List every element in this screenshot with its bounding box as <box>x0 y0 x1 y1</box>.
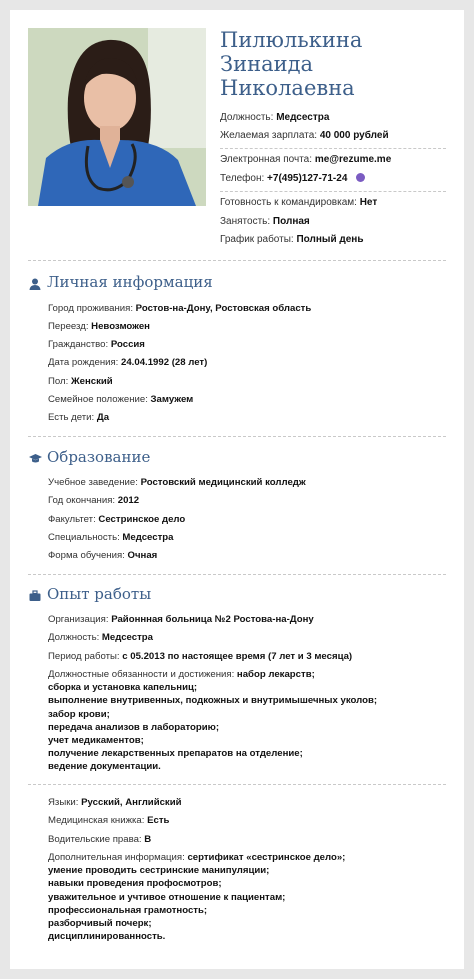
languages-field: Языки: Русский, Английский <box>48 797 182 808</box>
section-title-education: Образование <box>47 448 151 466</box>
phone-link[interactable]: +7(495)127-71-24 <box>267 173 348 184</box>
duty-item: ведение документации. <box>48 761 161 773</box>
middle-name: Николаевна <box>220 76 355 100</box>
medbook-field: Медицинская книжка: Есть <box>48 815 170 826</box>
email-row: Электронная почта: me@rezume.me <box>220 154 392 165</box>
info-item: разборчивый почерк; <box>48 918 152 930</box>
position-row: Должность: Медсестра <box>220 112 330 123</box>
viber-icon[interactable] <box>356 173 365 182</box>
person-icon <box>29 278 41 290</box>
city-field: Город проживания: Ростов-на-Дону, Ростовская область <box>48 303 312 314</box>
full-name <box>220 28 460 100</box>
duty-item: выполнение внутривенных, подкожных и внутримышечных уколов; <box>48 695 378 707</box>
trips-row: Готовность к командировкам: Нет <box>220 197 378 208</box>
citizenship-field: Гражданство: Россия <box>48 339 145 350</box>
duty-item: учет медикаментов; <box>48 735 144 747</box>
divider <box>220 191 446 192</box>
info-item: дисциплинированность. <box>48 931 166 943</box>
first-name: Зинаида <box>220 52 314 76</box>
relocation-field: Переезд: Невозможен <box>48 321 150 332</box>
license-field: Водительские права: B <box>48 834 152 845</box>
section-divider <box>28 784 446 785</box>
duty-item: забор крови; <box>48 708 110 720</box>
duties-field: Должностные обязанности и достижения: набор лекарств; сборка и установка капельниц; выполнение внутривенных, подкожных и внутримышечных уколов; забор крови; передача анализов в лабораторию; учет медикаментов; получение лекарственных препаратов на отделение; ведение документации. <box>48 669 378 773</box>
marital-field: Семейное положение: Замужем <box>48 394 194 405</box>
salary-row: Желаемая зарплата: 40 000 рублей <box>220 130 389 141</box>
section-title-experience: Опыт работы <box>47 585 152 603</box>
graduation-cap-icon <box>29 453 42 465</box>
duty-item: сборка и установка капельниц; <box>48 682 198 694</box>
year-field: Год окончания: 2012 <box>48 495 140 506</box>
divider <box>220 148 446 149</box>
form-field: Форма обучения: Очная <box>48 550 158 561</box>
phone-row: Телефон: +7(495)127-71-24 <box>220 172 365 186</box>
school-field: Учебное заведение: Ростовский медицинский колледж <box>48 477 306 488</box>
employment-row: Занятость: Полная <box>220 216 310 227</box>
children-field: Есть дети: Да <box>48 412 110 423</box>
info-item: уважительное и учтивое отношение к пациентам; <box>48 891 286 903</box>
nurse-portrait <box>28 28 206 206</box>
schedule-row: График работы: Полный день <box>220 234 364 245</box>
info-item: умение проводить сестринские манипуляции; <box>48 865 270 877</box>
salary-value: 40 000 рублей <box>319 130 389 141</box>
specialty-field: Специальность: Медсестра <box>48 532 174 543</box>
info-item: профессиональная грамотность; <box>48 904 208 916</box>
job-position-field: Должность: Медсестра <box>48 632 153 643</box>
email-link[interactable]: me@rezume.me <box>314 154 392 165</box>
briefcase-icon <box>29 590 41 602</box>
duty-item: получение лекарственных препаратов на отделение; <box>48 748 303 760</box>
info-item: навыки проведения профосмотров; <box>48 878 222 890</box>
section-title-personal: Личная информация <box>47 273 213 291</box>
gender-field: Пол: Женский <box>48 376 113 387</box>
section-divider <box>28 574 446 575</box>
resume-card <box>10 10 464 969</box>
period-field: Период работы: с 05.2013 по настоящее время (7 лет и 3 месяца) <box>48 651 353 662</box>
additional-info-field: Дополнительная информация: сертификат «сестринское дело»; умение проводить сестринские манипуляции; навыки проведения профосмотров; уважительное и учтивое отношение к пациентам; профессиональная грамотность; разборчивый почерк; дисциплинированность. <box>48 852 346 943</box>
profile-photo <box>28 28 206 206</box>
section-divider <box>28 436 446 437</box>
position-value: Медсестра <box>276 112 330 123</box>
birth-field: Дата рождения: 24.04.1992 (28 лет) <box>48 357 208 368</box>
section-divider <box>28 260 446 261</box>
last-name: Пилюлькина <box>220 28 363 52</box>
duty-item: передача анализов в лабораторию; <box>48 721 220 733</box>
faculty-field: Факультет: Сестринское дело <box>48 514 186 525</box>
org-field: Организация: Районнная больница №2 Ростова-на-Дону <box>48 614 314 625</box>
